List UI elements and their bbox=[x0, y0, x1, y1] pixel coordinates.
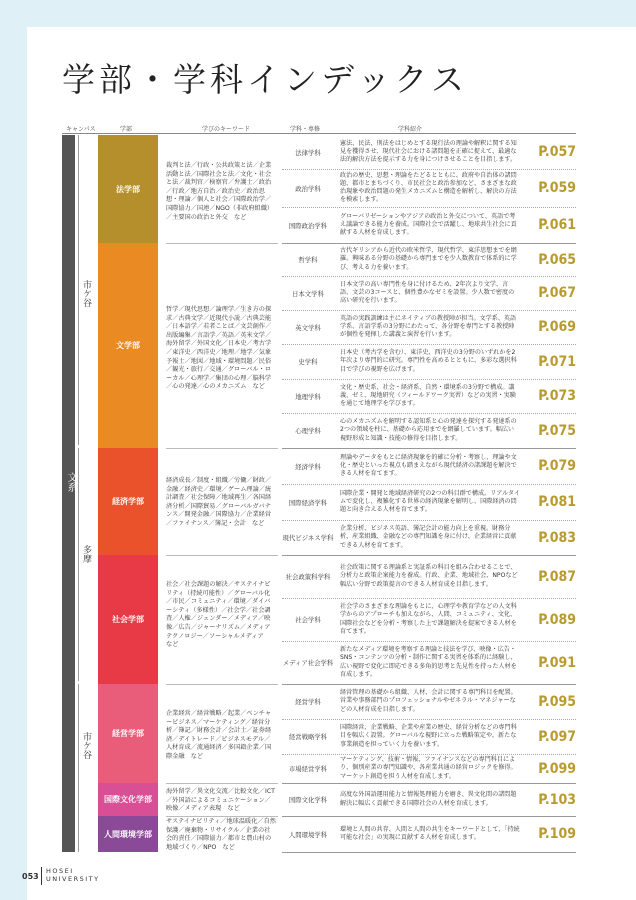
dept-desc: 社会政策に関する理論系と実証系の科目を組み合わせることで、分析力と政策企案能力を養成。行政、企業、地域社会、NPOなど幅広い分野で政策提言のできる人材育成を目指します。 bbox=[340, 564, 518, 588]
page-link[interactable]: P.091 bbox=[538, 654, 576, 671]
side-band bbox=[0, 27, 27, 900]
dept-desc: 理論やデータをもとに経済現象を的確に分析・考察し、理論や文化・歴史といった視点も踏まえながら現代経済の諸課題を解決できる人材を育てます。 bbox=[340, 453, 517, 478]
dept-name: 人間環境学科 bbox=[288, 830, 328, 839]
campus-label-bunkei: 文系 bbox=[65, 472, 76, 492]
dept-desc: 日本文学の高い専門性を身に付けるため、2年次より文学、言語、文芸の3コースと、個性豊かなゼミを設置。少人数で密度の高い研究を行います。 bbox=[340, 280, 515, 305]
campus-bracket-ichigaya-2 bbox=[78, 684, 96, 852]
dept-name: 国際経済学科 bbox=[288, 498, 328, 507]
page-link[interactable]: P.059 bbox=[538, 180, 576, 196]
header-intro: 学科紹介 bbox=[398, 126, 423, 133]
dept-desc: 国際経営、企業戦略、企業や産業の歴史、経営分析などの専門科目を幅広く設置。グローバルな視野に立った戦略策定や、新たな事業創造を担っていく力を養います。 bbox=[340, 724, 517, 748]
keywords-letters: 哲学／現代思想／論理学／生き方の探求／古典文学／近現代小説／古典芸能／日本語学／若者ことば／文芸創作／出版編集／言語学／英語／英米文学／海外留学／外国文化／日本史／考古学／東洋史／西洋史／地理／地学／気象予報士／地図／地域・環境問題／民俗／観光・旅行／交通／グローバル・ローカル／心理学／集団の心理／脳科学／心の発達／心のメカニズム など bbox=[166, 306, 272, 391]
dept-row-humanity-env[interactable] bbox=[282, 816, 576, 852]
page-link[interactable]: P.061 bbox=[538, 217, 576, 233]
page-link[interactable]: P.087 bbox=[538, 568, 576, 585]
page-link[interactable]: P.083 bbox=[538, 529, 576, 546]
campus-bracket-tama bbox=[78, 448, 96, 681]
page-link[interactable]: P.071 bbox=[538, 353, 576, 370]
dept-name: 地理学科 bbox=[295, 392, 321, 401]
dept-row-business-strategy[interactable] bbox=[282, 719, 576, 755]
footer-divider bbox=[41, 867, 42, 885]
faculty-letters[interactable]: 文学部 bbox=[98, 243, 158, 448]
dept-name: 政治学科 bbox=[295, 184, 321, 193]
dept-row-business-admin[interactable] bbox=[282, 684, 576, 720]
keyword-rule bbox=[166, 783, 278, 784]
dept-row-economics[interactable] bbox=[282, 448, 576, 485]
dept-name: 哲学科 bbox=[298, 256, 318, 264]
keyword-rule bbox=[166, 243, 278, 244]
dept-desc: 新たなメディア環境を考察する理論と技法を学び、映像・広告・SNS・コンテンツの分析・制作に関する実習を体系的に経験し、広い視野で変化に即応できる多角的思考と先見性を持った人材を育成します。 bbox=[340, 646, 517, 678]
dept-name: 経営学科 bbox=[295, 698, 321, 706]
dept-desc: 政治の歴史、思想・理論をたどるとともに、政府や自治体の諸問題、都市とまちづくり、市民社会と政治参加など、さまざまな政治現象や政治問題の発生メカニズムと構造を解析し、解決の方法を模索します。 bbox=[340, 171, 517, 204]
dept-desc: 社会学のさまざまな理論をもとに、心理学や教育学などの人文科学からのアプローチも加えながら、人間、コミュニティ、文化、国際社会などを分析・考察した上で課題解決を提案できる人材を育てます。 bbox=[340, 603, 517, 635]
page-title: 学部・学科インデックス bbox=[62, 60, 469, 99]
keywords-intercultural: 海外留学／異文化交流／比較文化／ICT／外国語によるコミュニケーション／映像／メディア表現 など bbox=[166, 788, 275, 813]
dept-row-media-sociology[interactable] bbox=[282, 641, 576, 684]
faculty-intercultural[interactable]: 国際文化学部 bbox=[98, 783, 158, 816]
header-faculty: 学部 bbox=[120, 126, 133, 133]
keywords-law: 裁判と法／行政・公共政策と法／企業活動と法／国際社会と法／文化・社会と法／裁判官／検察官／弁護士／政治／行政／地方自治／政治史／政治思想・理論／個人と社会／国際政治学／国際協力／国連／NGO（非政府組織）／主要国の政治と外交 など bbox=[166, 162, 274, 221]
dept-desc: 高度な外国語運用能力と情報処理能力を磨き、異文化間の諸問題解決に幅広く貢献できる国際社会の人材を育成します。 bbox=[340, 791, 517, 807]
header-rule bbox=[62, 133, 576, 134]
dept-row-geography[interactable] bbox=[282, 379, 576, 414]
faculty-law[interactable]: 法学部 bbox=[98, 135, 158, 243]
dept-name: 経営戦略学科 bbox=[288, 733, 328, 741]
page-link[interactable]: P.103 bbox=[538, 791, 576, 808]
page-link[interactable]: P.095 bbox=[538, 693, 576, 710]
campus-label-tama: 多摩 bbox=[81, 545, 91, 563]
page-link[interactable]: P.079 bbox=[538, 458, 576, 474]
dept-row-sociology[interactable] bbox=[282, 598, 576, 642]
dept-desc: 古代ギリシアから近代の欧米哲学、現代哲学、東洋思想までを網羅。興味ある分野の基礎から専門までを少人数教育で体系的に学び、考える力を養います。 bbox=[340, 247, 517, 271]
campus-label-ichigaya-2: 市ケ谷 bbox=[81, 732, 91, 759]
dept-row-philosophy[interactable] bbox=[282, 243, 576, 277]
dept-desc: 心のメカニズムを解明する認知系と心の発達を探究する発達系の2つの領域を柱に、基礎から応用までを網羅しています。幅広い視野形成と知識・技能の修得を目指します。 bbox=[340, 418, 517, 442]
keywords-economics: 経済成長／制度・組織／労働／財政／金融／経済史／環境／ゲーム理論／統計調査／社会保障／地域再生／各国経済分析／国際貿易／グローバルガバナンス／開発金融／国際協力／企業経営／ファイナンス／簿記・会計 など bbox=[166, 477, 272, 527]
keywords-business: 企業経営／経営戦略／起業／ベンチャービジネス／マーケティング／経営分析／簿記／財務会計／会計士／証券経済／デイトレード／ビジネスモデル／人材育成／流通経済／多国籍企業／国際金融 など bbox=[166, 710, 272, 760]
keyword-rule bbox=[166, 816, 278, 817]
keywords-sociology: 社会／社会課題の解決／サステイナビリティ（持続可能性）／グローバル化／市民／コミュニティ／環境／ダイバーシティ（多様性）／社会学／社会調査／人権／ジェンダー／メディア／映像／広告／ジャーナリズム／メディアテクノロジー／ソーシャルメディア など bbox=[166, 581, 271, 649]
dept-row-social-policy[interactable] bbox=[282, 555, 576, 599]
keywords-humanity-env: サステイナビリティ／地球温暖化／自然保護／廃棄物・リサイクル／企業の社会的責任／国際協力／都市と農山村の地域づくり／NPO など bbox=[166, 818, 276, 851]
dept-name: 経済学科 bbox=[295, 462, 321, 471]
dept-name: 現代ビジネス学科 bbox=[282, 534, 334, 542]
university-name-line2: UNIVERSITY bbox=[46, 875, 100, 883]
dept-row-law[interactable] bbox=[282, 135, 576, 170]
campus-bar bbox=[62, 135, 75, 852]
page-link[interactable]: P.057 bbox=[538, 144, 576, 160]
dept-row-politics[interactable] bbox=[282, 169, 576, 208]
header-campus: キャンパス bbox=[66, 126, 96, 133]
dept-row-market-management[interactable] bbox=[282, 754, 576, 783]
header-dept: 学科・専修 bbox=[290, 126, 321, 133]
dept-desc: 経営管理の基礎から組織、人材、会計に関する専門科目を配置。営業や事務部門のプロフェッショナルやゼネラル・マネジャーなどの人材育成を目指します。 bbox=[340, 689, 517, 713]
page-number: 053 bbox=[22, 872, 39, 881]
page-link[interactable]: P.067 bbox=[538, 285, 576, 301]
dept-name: 史学科 bbox=[298, 358, 318, 366]
header-keywords: 学びのキーワード bbox=[202, 126, 251, 133]
dept-name: 心理学科 bbox=[295, 427, 321, 435]
dept-desc: 日本史（考古学を含む）、東洋史、西洋史の3分野のいずれかを2年次より専門的に研究。専門性を高めるとともに、多彩な選択科目で学びの視野を広げます。 bbox=[340, 349, 517, 373]
faculty-economics[interactable]: 経済学部 bbox=[98, 448, 158, 555]
dept-name: 国際文化学科 bbox=[288, 796, 328, 804]
keyword-rule bbox=[166, 555, 278, 556]
university-name-line1: HOSEI bbox=[46, 867, 74, 875]
bottom-rule bbox=[282, 852, 576, 853]
university-name bbox=[46, 867, 100, 883]
dept-desc: 文化・歴史系、社会・経済系、自然・環境系の3分野で構成。講義、ゼミ、現地研究（フィールドワーク実習）などの実習・実験を通じて地理学を学びます。 bbox=[340, 383, 516, 408]
page-link[interactable]: P.081 bbox=[538, 494, 576, 510]
dept-desc: 英語の実践訓練は主にネイティブの教授陣が担当。文学系、英語学系、言語学系の3分野にわたって、各分野を専門とする教授陣が個性を発揮した講義と演習を行います。 bbox=[340, 314, 517, 339]
dept-name: 英文学科 bbox=[295, 323, 321, 332]
dept-desc: グローバリゼーションやアジアの政治と外交について、英語で考え議論できる能力を養成。国際社会で活躍し、地球共生社会に貢献する人材を育成します。 bbox=[340, 212, 517, 237]
faculty-business[interactable]: 経営学部 bbox=[98, 684, 158, 783]
dept-desc: 憲法、民法、刑法をはじめとする現行法の理論や解釈に関する知見を獲得させ、現代社会における諸問題を正確に捉えて、最適な法的解決方法を提示する力を身につけさせることを目指します。 bbox=[340, 139, 517, 164]
page-link[interactable]: P.073 bbox=[538, 388, 576, 404]
page-link[interactable]: P.069 bbox=[538, 319, 576, 335]
dept-desc: 国際企業・開発と地域経済研究の2つの科目群で構成。リアルタイムで変化し、複雑化する世界の経済現象を解明し、国際経済の問題と向き合える人材を育てます。 bbox=[340, 489, 520, 514]
dept-row-business-econ[interactable] bbox=[282, 520, 576, 555]
dept-name: 日本文学科 bbox=[292, 289, 324, 298]
faculty-sociology[interactable]: 社会学部 bbox=[98, 555, 158, 684]
top-band bbox=[0, 0, 636, 27]
page-link[interactable]: P.097 bbox=[538, 728, 576, 745]
dept-row-intl-economics[interactable] bbox=[282, 484, 576, 521]
dept-name: 社会学科 bbox=[295, 616, 321, 624]
dept-row-english-lit[interactable] bbox=[282, 310, 576, 345]
dept-row-global-politics[interactable] bbox=[282, 207, 576, 243]
dept-row-psychology[interactable] bbox=[282, 413, 576, 448]
dept-name: 市場経営学科 bbox=[288, 765, 328, 773]
page-link[interactable]: P.065 bbox=[538, 251, 576, 268]
page-link[interactable]: P.075 bbox=[538, 422, 576, 439]
campus-label-ichigaya: 市ケ谷 bbox=[81, 280, 91, 307]
dept-desc: 環境と人間の共存、人間と人間の共生をキーワードとして、「持続可能な社会」の実現に貢献する人材を育成します。 bbox=[340, 825, 520, 841]
page-link[interactable]: P.109 bbox=[538, 826, 576, 842]
dept-row-history[interactable] bbox=[282, 344, 576, 380]
dept-name: 法律学科 bbox=[295, 148, 321, 157]
keyword-rule bbox=[166, 684, 278, 685]
page-link[interactable]: P.099 bbox=[538, 760, 576, 777]
page-link[interactable]: P.089 bbox=[538, 611, 576, 628]
dept-row-japanese-lit[interactable] bbox=[282, 276, 576, 311]
dept-desc: 企業分析、ビジネス英語、簿記会計の能力向上を重視。財務分析、産業組織、金融などの専門知識を身に付け、企業経営に貢献できる人材を育てます。 bbox=[340, 525, 517, 549]
dept-name: 国際政治学科 bbox=[288, 221, 328, 230]
dept-row-intercultural[interactable] bbox=[282, 783, 576, 816]
dept-name: 社会政策科学科 bbox=[285, 573, 331, 581]
faculty-humanity-env[interactable]: 人間環境学部 bbox=[98, 816, 158, 852]
keyword-rule bbox=[166, 448, 278, 449]
dept-desc: マーケティング、技術・情報、ファイナンスなどの専門科目により、個別産業の専門知識や、各産業共通の経営ロジックを修得。マーケット創造を担う人材を育成します。 bbox=[340, 756, 517, 780]
dept-name: メディア社会学科 bbox=[282, 659, 334, 667]
